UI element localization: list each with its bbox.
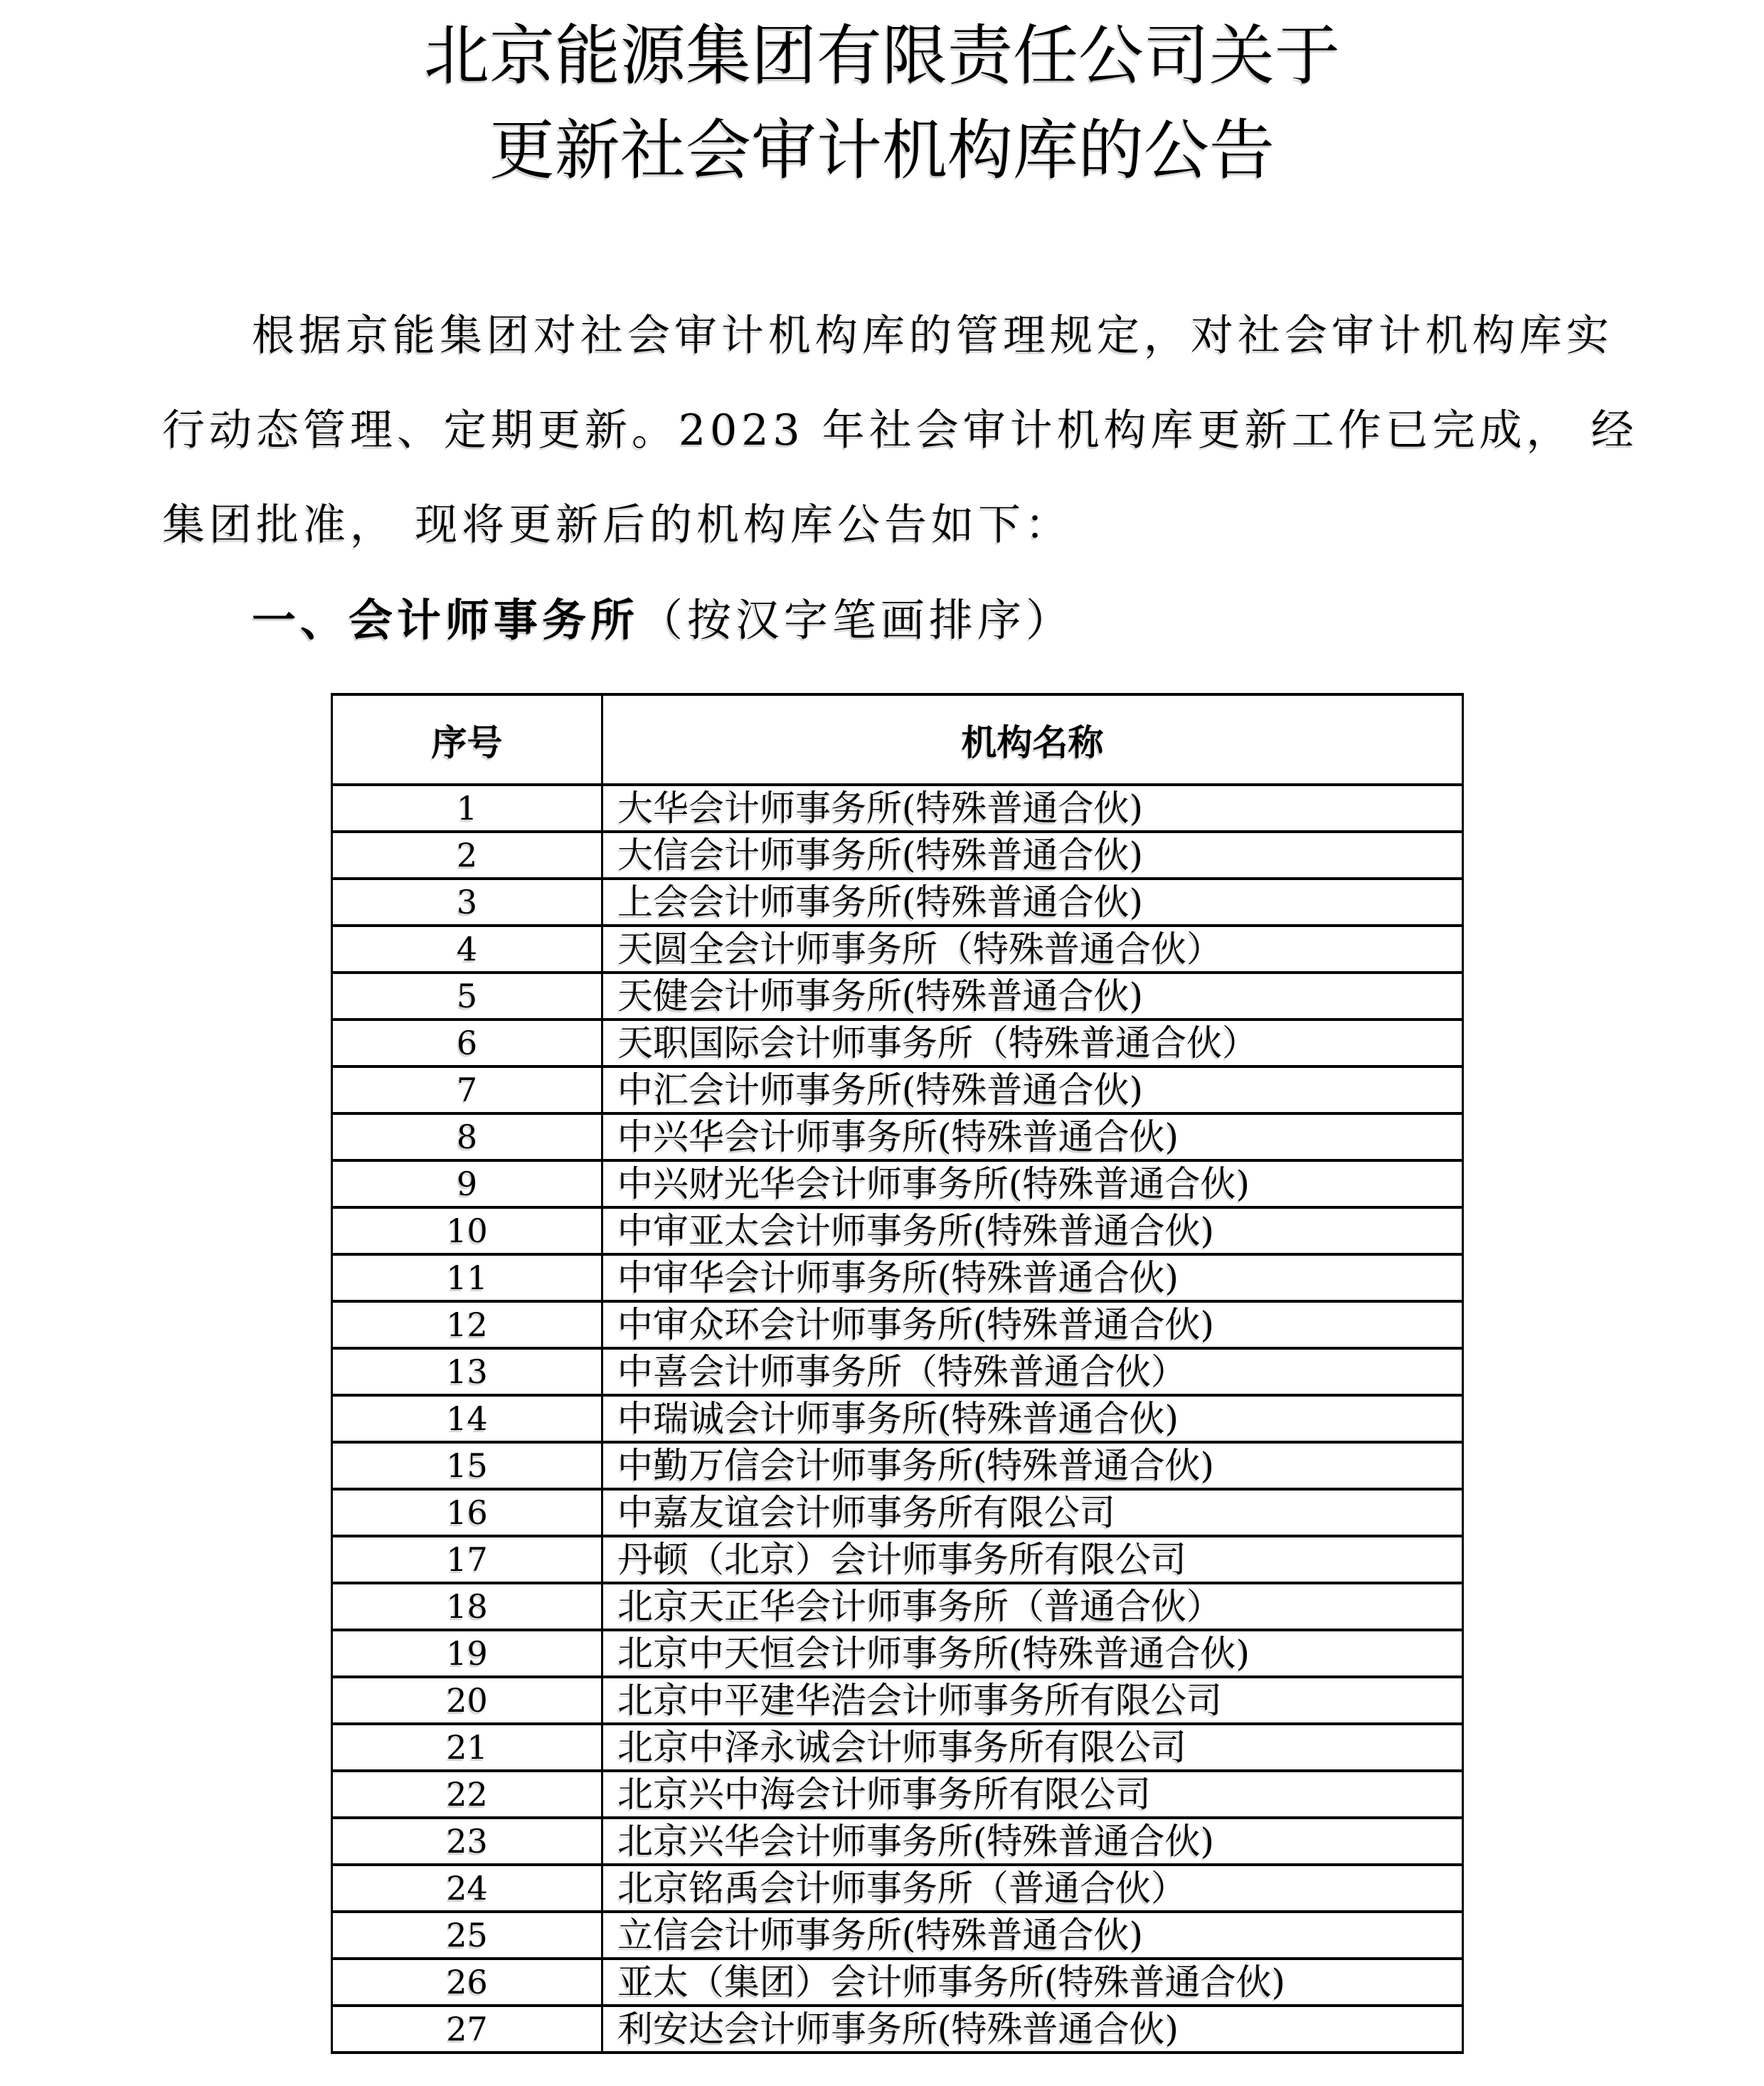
table-row <box>332 1113 1463 1160</box>
table-row <box>332 1160 1463 1207</box>
section-heading <box>162 573 1764 667</box>
row-number-cell: 15 <box>332 1442 602 1489</box>
table-row <box>332 973 1463 1020</box>
institution-name-cell: 北京铭禹会计师事务所（普通合伙） <box>602 1865 1463 1912</box>
section-heading-title: 一、会计师事务所 <box>252 594 639 646</box>
institution-name-cell: 中瑞诚会计师事务所(特殊普通合伙) <box>602 1395 1463 1442</box>
institution-name-cell: 亚太（集团）会计师事务所(特殊普通合伙) <box>602 1959 1463 2006</box>
institution-name-cell: 上会会计师事务所(特殊普通合伙) <box>602 879 1463 926</box>
table-row <box>332 1207 1463 1254</box>
institution-name-cell: 天健会计师事务所(特殊普通合伙) <box>602 973 1463 1020</box>
institution-name-cell: 中汇会计师事务所(特殊普通合伙) <box>602 1066 1463 1113</box>
institution-name-cell: 天圆全会计师事务所（特殊普通合伙） <box>602 926 1463 973</box>
institution-name-cell: 中勤万信会计师事务所(特殊普通合伙) <box>602 1442 1463 1489</box>
row-number-cell: 22 <box>332 1771 602 1818</box>
table-row <box>332 1865 1463 1912</box>
row-number-cell: 24 <box>332 1865 602 1912</box>
row-number-cell: 6 <box>332 1020 602 1066</box>
institution-name-cell: 北京兴华会计师事务所(特殊普通合伙) <box>602 1818 1463 1865</box>
row-number-cell: 11 <box>332 1254 602 1301</box>
table-row <box>332 1489 1463 1536</box>
table-row <box>332 1254 1463 1301</box>
row-number-cell: 18 <box>332 1583 602 1630</box>
table-row <box>332 1066 1463 1113</box>
table-row <box>332 1724 1463 1771</box>
row-number-cell: 26 <box>332 1959 602 2006</box>
document-title <box>0 0 1764 198</box>
institution-name-cell: 中审众环会计师事务所(特殊普通合伙) <box>602 1301 1463 1348</box>
table-row <box>332 879 1463 926</box>
table-row <box>332 1630 1463 1677</box>
institution-name-cell: 中审华会计师事务所(特殊普通合伙) <box>602 1254 1463 1301</box>
col-header-name: 机构名称 <box>602 694 1463 785</box>
paragraph-line: 集团批准， 现将更新后的机构库公告如下： <box>162 500 1073 550</box>
paragraph-line: 行动态管理、定期更新。2023 年社会审计机构库更新工作已完成， 经 <box>162 406 1638 455</box>
table-row <box>332 2006 1463 2053</box>
row-number-cell: 14 <box>332 1395 602 1442</box>
institution-name-cell: 大华会计师事务所(特殊普通合伙) <box>602 785 1463 832</box>
row-number-cell: 13 <box>332 1348 602 1395</box>
table-row <box>332 1912 1463 1959</box>
institution-name-cell: 天职国际会计师事务所（特殊普通合伙） <box>602 1020 1463 1066</box>
table-row <box>332 1348 1463 1395</box>
institutions-table-body <box>332 785 1463 2053</box>
table-row <box>332 926 1463 973</box>
row-number-cell: 19 <box>332 1630 602 1677</box>
row-number-cell: 17 <box>332 1536 602 1583</box>
document-title-line-1: 北京能源集团有限责任公司关于 <box>423 18 1340 94</box>
intro-paragraph <box>162 289 1638 573</box>
institution-name-cell: 中嘉友谊会计师事务所有限公司 <box>602 1489 1463 1536</box>
institution-name-cell: 丹顿（北京）会计师事务所有限公司 <box>602 1536 1463 1583</box>
institutions-table <box>331 693 1464 2054</box>
row-number-cell: 10 <box>332 1207 602 1254</box>
table-row <box>332 1677 1463 1724</box>
institution-name-cell: 中兴财光华会计师事务所(特殊普通合伙) <box>602 1160 1463 1207</box>
institution-name-cell: 中喜会计师事务所（特殊普通合伙） <box>602 1348 1463 1395</box>
row-number-cell: 25 <box>332 1912 602 1959</box>
row-number-cell: 2 <box>332 832 602 879</box>
table-row <box>332 785 1463 832</box>
document-title-line-2: 更新社会审计机构库的公告 <box>489 112 1275 189</box>
row-number-cell: 16 <box>332 1489 602 1536</box>
row-number-cell: 20 <box>332 1677 602 1724</box>
section-heading-note: （按汉字笔画排序） <box>639 594 1075 646</box>
row-number-cell: 7 <box>332 1066 602 1113</box>
row-number-cell: 9 <box>332 1160 602 1207</box>
institution-name-cell: 北京天正华会计师事务所（普通合伙） <box>602 1583 1463 1630</box>
table-row <box>332 1771 1463 1818</box>
institution-name-cell: 北京中泽永诚会计师事务所有限公司 <box>602 1724 1463 1771</box>
row-number-cell: 8 <box>332 1113 602 1160</box>
row-number-cell: 1 <box>332 785 602 832</box>
row-number-cell: 27 <box>332 2006 602 2053</box>
row-number-cell: 3 <box>332 879 602 926</box>
table-row <box>332 1818 1463 1865</box>
row-number-cell: 12 <box>332 1301 602 1348</box>
col-header-no: 序号 <box>332 694 602 785</box>
institution-name-cell: 北京中天恒会计师事务所(特殊普通合伙) <box>602 1630 1463 1677</box>
table-row <box>332 1583 1463 1630</box>
table-row <box>332 832 1463 879</box>
row-number-cell: 5 <box>332 973 602 1020</box>
institution-name-cell: 立信会计师事务所(特殊普通合伙) <box>602 1912 1463 1959</box>
table-row <box>332 1020 1463 1066</box>
row-number-cell: 23 <box>332 1818 602 1865</box>
institution-name-cell: 大信会计师事务所(特殊普通合伙) <box>602 832 1463 879</box>
institution-name-cell: 北京兴中海会计师事务所有限公司 <box>602 1771 1463 1818</box>
table-row <box>332 1442 1463 1489</box>
institution-name-cell: 中兴华会计师事务所(特殊普通合伙) <box>602 1113 1463 1160</box>
table-row <box>332 1395 1463 1442</box>
row-number-cell: 4 <box>332 926 602 973</box>
table-row <box>332 1301 1463 1348</box>
paragraph-line: 根据京能集团对社会审计机构库的管理规定，对社会审计机构库实 <box>252 311 1613 361</box>
institution-name-cell: 北京中平建华浩会计师事务所有限公司 <box>602 1677 1463 1724</box>
row-number-cell: 21 <box>332 1724 602 1771</box>
institution-name-cell: 利安达会计师事务所(特殊普通合伙) <box>602 2006 1463 2053</box>
table-row <box>332 1959 1463 2006</box>
table-row <box>332 1536 1463 1583</box>
table-header-row <box>332 694 1463 785</box>
institution-name-cell: 中审亚太会计师事务所(特殊普通合伙) <box>602 1207 1463 1254</box>
